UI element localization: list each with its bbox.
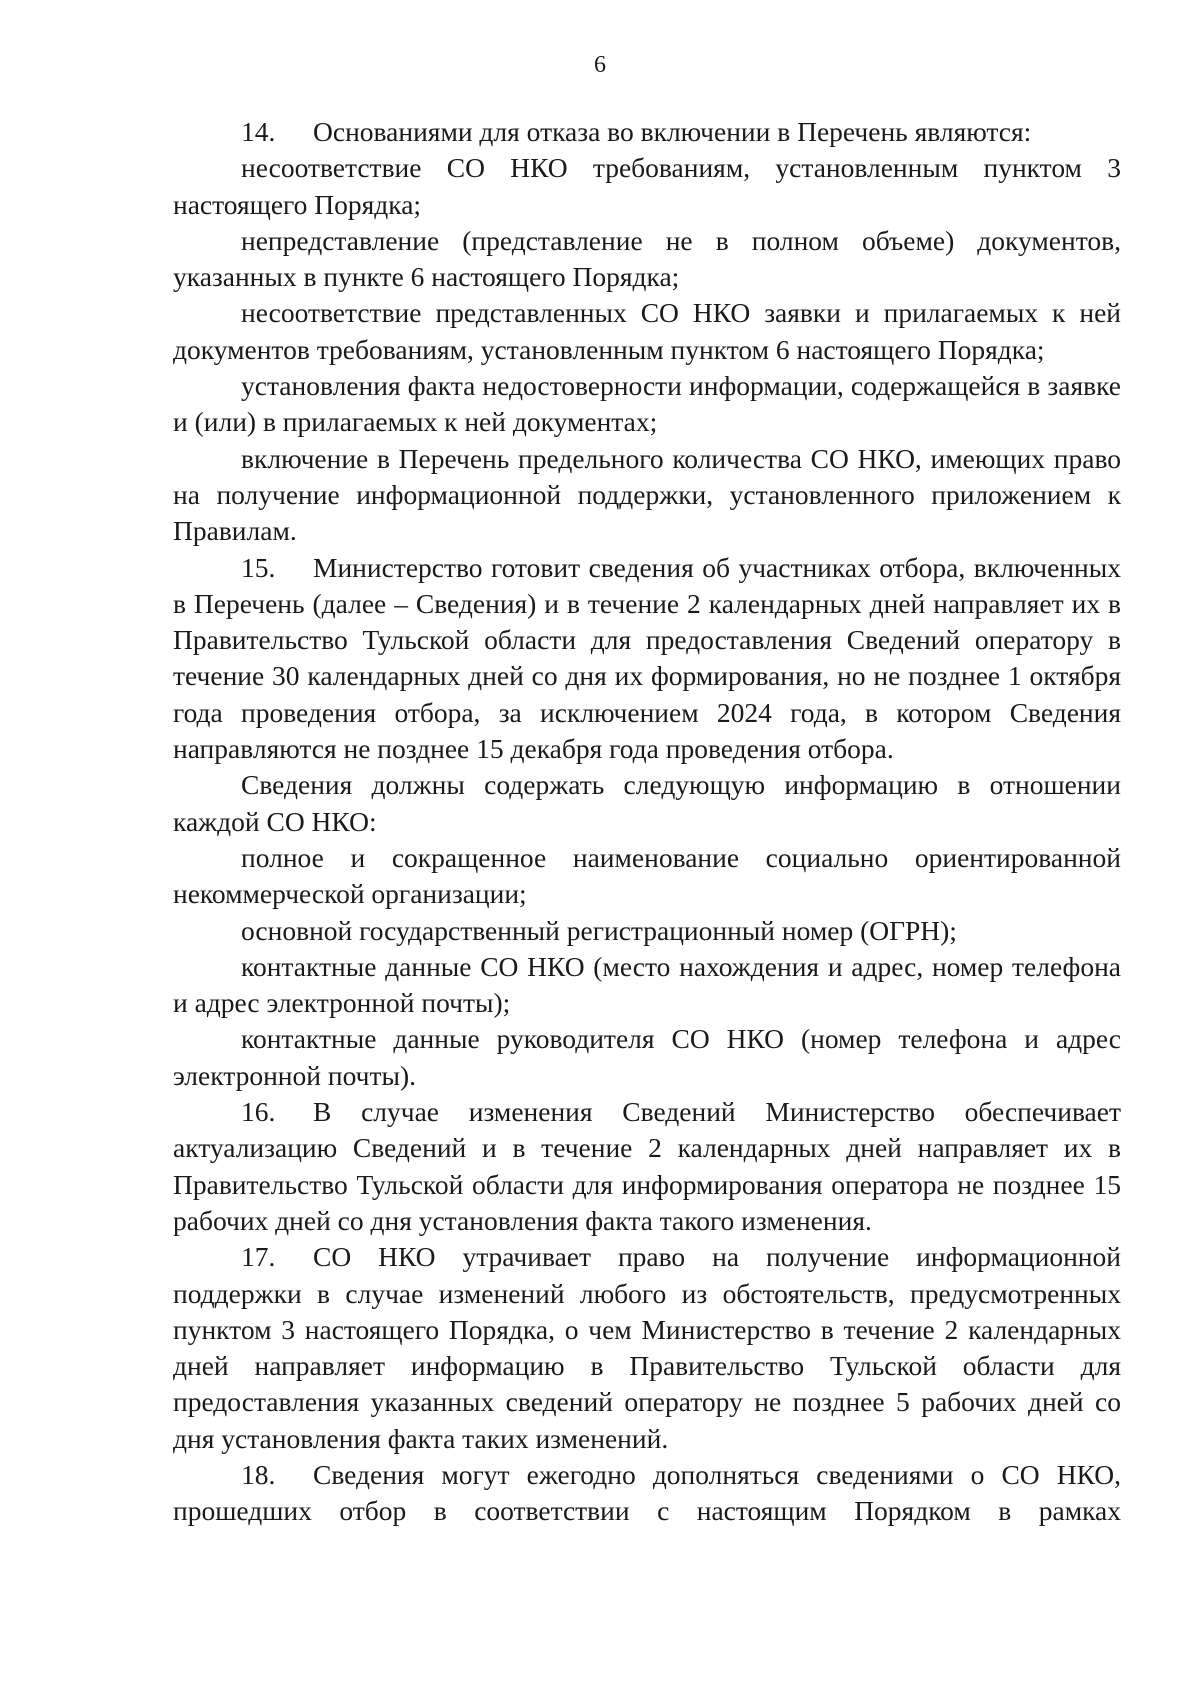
paragraph-text: контактные данные руководителя СО НКО (номер телефона и адрес электронной почты). xyxy=(173,1023,1121,1091)
paragraph-14-item xyxy=(173,295,1121,368)
paragraph-15-item xyxy=(173,1021,1121,1094)
paragraph-number: 17. xyxy=(241,1241,276,1273)
paragraph-text: Министерство готовит сведения об участниках отбора, включенных в Перечень (далее – Сведения) и в течение 2 календарных дней направляет их в Правительство Тульской области для предоставления Сведений оператору в течение 30 календарных дней со дня их формирования, но не позднее 1 октября года проведения отбора, за исключением 2024 года, в котором Сведения направляются не позднее 15 декабря года проведения отбора. xyxy=(173,551,1121,765)
paragraph-14-item xyxy=(173,441,1121,550)
paragraph-15-item xyxy=(173,840,1121,913)
paragraph-14-item xyxy=(173,368,1121,441)
paragraph-text: контактные данные СО НКО (место нахождения и адрес, номер телефона и адрес электронной почты); xyxy=(173,950,1121,1019)
paragraph-number: 15. xyxy=(241,551,276,583)
document-body xyxy=(173,114,1121,1530)
paragraph-number: 18. xyxy=(241,1458,276,1490)
paragraph-15-intro xyxy=(173,767,1121,840)
paragraph-text: В случае изменения Сведений Министерство обеспечивает актуализацию Сведений и в течение 2 календарных дней направляет их в Правительство Тульской области для информирования оператора не позднее 15 рабочих дней со дня установления факта такого изменения. xyxy=(173,1096,1121,1236)
paragraph-number: 16. xyxy=(241,1096,276,1128)
paragraph-14-item xyxy=(173,150,1121,223)
paragraph-14 xyxy=(173,114,1121,150)
paragraph-14-item xyxy=(173,223,1121,296)
paragraph-15-item xyxy=(173,949,1121,1022)
paragraph-15-item xyxy=(173,913,1121,949)
paragraph-text: несоответствие представленных СО НКО заявки и прилагаемых к ней документов требованиям, установленным пунктом 6 настоящего Порядка; xyxy=(173,297,1121,365)
page-number: 6 xyxy=(594,52,606,78)
paragraph-text: СО НКО утрачивает право на получение информационной поддержки в случае изменений любого из обстоятельств, предусмотренных пунктом 3 настоящего Порядка, о чем Министерство в течение 2 календарных дней направляет информацию в Правительство Тульской области для предоставления указанных сведений оператору не позднее 5 рабочих дней со дня установления факта таких изменений. xyxy=(173,1241,1121,1454)
paragraph-text: Сведения должны содержать следующую информацию в отношении каждой СО НКО: xyxy=(173,769,1121,837)
paragraph-15 xyxy=(173,550,1121,768)
paragraph-text: несоответствие СО НКО требованиям, установленным пунктом 3 настоящего Порядка; xyxy=(173,152,1121,220)
paragraph-number: 14. xyxy=(241,116,276,147)
paragraph-text: непредставление (представление не в полном объеме) документов, указанных в пункте 6 настоящего Порядка; xyxy=(173,224,1121,293)
paragraph-text: включение в Перечень предельного количества СО НКО, имеющих право на получение информационной поддержки, установленного приложением к Правилам. xyxy=(173,442,1121,547)
paragraph-text: основной государственный регистрационный номер (ОГРН); xyxy=(241,914,957,946)
paragraph-17 xyxy=(173,1239,1121,1457)
paragraph-text: полное и сокращенное наименование социально ориентированной некоммерческой организации; xyxy=(173,841,1121,910)
paragraph-16 xyxy=(173,1094,1121,1239)
paragraph-text: установления факта недостоверности информации, содержащейся в заявке и (или) в прилагаемых к ней документах; xyxy=(173,370,1121,438)
paragraph-text: Основаниями для отказа во включении в Перечень являются: xyxy=(313,116,1032,147)
paragraph-text: Сведения могут ежегодно дополняться сведениями о СО НКО, прошедших отбор в соответствии с настоящим Порядком в рамках xyxy=(173,1458,1121,1527)
paragraph-18 xyxy=(173,1457,1121,1530)
